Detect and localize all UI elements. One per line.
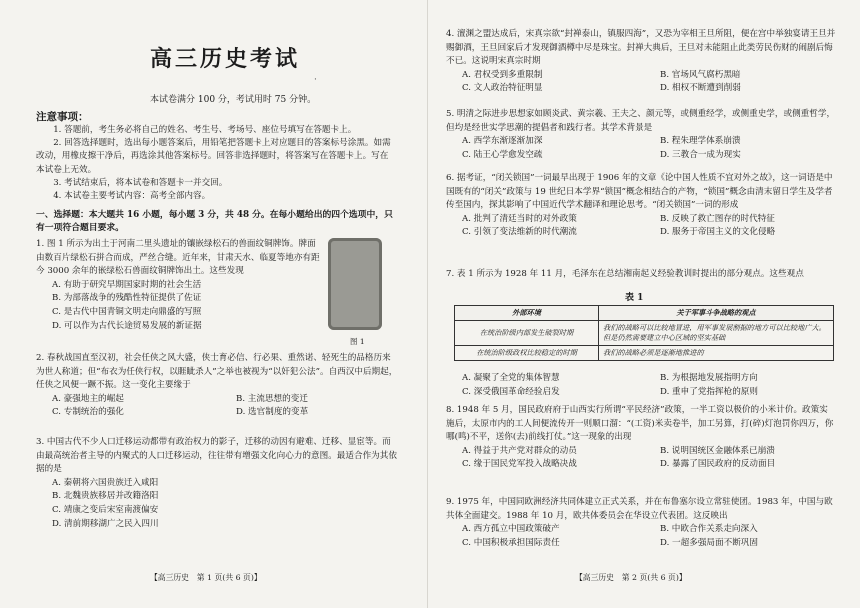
question-stem: 8. 1948 年 5 月，国民政府府于山西实行所谓“平民经济”政策，一半工资以极价的小米计价。政策实施后，太原市内的工人间便流传开一则顺口溜：“(工资)米卖卷半，加工另算，打(碎)灯泡罚你四万，你哪(鸣)不平，送你(去)前线打仗。”这一现象的出现 [446,405,834,443]
option-d[interactable]: D. 三教合一成为现实 [660,149,741,160]
question-4 [446,28,836,96]
option-b[interactable]: B. 为部落战争的残酷性特征提供了佐证 [52,293,202,304]
notes-heading: 注意事项： [36,111,89,123]
question-2 [36,352,398,420]
question-3 [36,436,398,531]
question-options [446,135,836,162]
option-b[interactable]: B. 程朱理学体系崩溃 [660,136,741,147]
option-a[interactable]: A. 得益于共产党对群众的动员 [462,445,577,456]
option-a[interactable]: A. 西方孤立中国政策破产 [462,524,560,535]
option-c[interactable]: C. 靖康之变后宋室南渡偏安 [52,504,159,515]
question-stem: 4. 澶渊之盟达成后，宋真宗欲“封禅泰山，镇服四海”，又恐为宰相王旦所阻，便在宫中举独宴请王旦并赐御酒，王旦回家后才发现御酒樽中尽是珠宝。封禅大典后，王旦对未能阻止此类劳民伤财的闹剧后悔不已。这说明宋真宗时期 [446,29,836,67]
question-options [36,477,398,531]
option-a[interactable]: A. 有助于研究早期国家时期的社会生活 [52,279,202,290]
table-row [455,346,834,361]
question-options [36,393,398,420]
question-stem: 9. 1975 年，中国同欧洲经济共同体建立正式关系，并在布鲁塞尔设立常驻使团。1983 年，中国与欧共体全面建交。1988 年 10 月，欧共体委员会在华设立代表团。这反映出 [446,497,833,521]
question-stem: 1. 图 1 所示为出土于河南二里头遗址的镶嵌绿松石的兽面纹铜牌饰。牌面由数百片绿松石拼合而成，严丝合缝。近年来，甘肃天水、临夏等地亦有距今 3000 余年的嵌绿松石兽面纹铜牌饰出土。这些发现 [36,239,320,277]
table-header-cell: 关于军事斗争战略的观点 [599,306,834,321]
strategy-table [454,305,834,361]
exam-title: 高三历史考试 [149,46,300,72]
table-header-row [455,306,834,321]
question-6 [446,172,836,240]
option-b[interactable]: B. 中欧合作关系走向深入 [660,524,758,535]
option-a[interactable]: A. 君权受到多重限制 [462,69,543,80]
option-c[interactable]: C. 是古代中国青铜文明走向鼎盛的写照 [52,306,202,317]
question-options [446,372,836,399]
note-item: 1. 答题前，考生务必将自己的姓名、考生号、考场号、座位号填写在答题卡上。 [53,125,357,135]
table-row [455,321,834,346]
page-divider [427,0,428,608]
question-9 [446,496,836,550]
option-c[interactable]: C. 陆王心学愈发空疏 [462,149,543,160]
option-b[interactable]: B. 反映了救亡图存的时代特征 [660,213,775,224]
table-header-cell: 外部环境 [455,306,599,321]
option-d[interactable]: D. 重申了党指挥枪的原则 [660,386,758,397]
table-cell: 在统治阶级内部发生破裂时期 [455,321,599,346]
option-c[interactable]: C. 引领了变法维新的时代潮流 [462,227,577,238]
question-stem: 7. 表 1 所示为 1928 年 11 月，毛泽东在总结湘南起义经验教训时提出的部分观点。这些观点 [446,269,804,279]
question-options [446,69,836,96]
question-options [446,213,836,240]
question-8 [446,404,836,472]
option-c[interactable]: C. 专制统治的强化 [52,407,124,418]
table-title: 表 1 [625,293,644,303]
notes-list [36,124,396,203]
page-footer: 【高三历史 第 2 页(共 6 页)】 [575,573,687,582]
option-b[interactable]: B. 主流思想的变迁 [236,393,308,404]
question-stem: 3. 中国古代不少人口迁移运动都带有政治权力的影子，迁移的动因有避难、迁移、显宦等。而由最高统治者主导的内聚式的人口迁移运动，往往带有增强文化向心力的意图。最适合作为其依据的是 [36,437,397,475]
option-d[interactable]: D. 选官制度的变革 [236,407,309,418]
question-5 [446,108,836,162]
question-stem: 2. 春秋战国直至汉初，社会任侠之风大盛，侠士育必信、行必果、重然诺、轻死生的品格历来为世人称道；但“布衣为任侠行权，以睚眦杀人”之举也被视为“以奸犯公法”。自西汉中后期起，任侠之风便一蹶不振。这一变化主要缘于 [36,353,398,391]
note-item: 2. 回答选择题时，选出每小题答案后，用铅笔把答题卡上对应题目的答案标号涂黑。如需改动，用橡皮擦干净后，再选涂其他答案标号。回答非选择题时，将答案写在答题卡上。写在本试卷上无效。 [36,138,391,175]
note-item: 4. 本试卷主要考试内容：高考全部内容。 [53,191,211,202]
left-page [0,0,425,608]
question-stem: 5. 明清之际进步思想家如顾炎武、黄宗羲、王夫之、颜元等，或侧重经学，或侧重史学，或侧重哲学，但均是经世实学思潮的提倡者和践行者。其学术背景是 [446,109,836,133]
table-cell: 我们的战略必须是逐渐地推进的 [599,346,834,361]
table-cell: 我们的战略可以比较地冒进，用军事发展割据的地方可以比较地广大。但是仍然需要建立中心区域的坚实基础 [599,321,834,346]
question-options [446,445,836,472]
decorative-mark: · [314,75,317,85]
question-1 [36,238,321,333]
option-a[interactable]: A. 凝聚了全党的集体智慧 [462,373,560,383]
option-d[interactable]: D. 暴露了国民政府的反动面目 [660,459,776,470]
bronze-plaque-image [328,238,382,330]
option-d[interactable]: D. 相权不断遭到削弱 [660,83,741,94]
section-heading: 一、选择题：本大题共 16 小题，每小题 3 分，共 48 分。在每小题给出的四个选项中，只有一项符合题目要求。 [36,210,393,233]
question-stem: 6. 据考证，“闭关锁国”一词最早出现于 1906 年的文章《论中国人性质不宜对外之故》，这一词语是中国既有的“闭关”政策与 19 世纪日本学界“锁国”概念相结合的产物，“锁国”概念由清末留日学生及学者传至国内，探其影响了中国近代学术翻译和理论思考。“闭关锁国”一词的形成 [446,173,833,211]
option-b[interactable]: B. 北魏贵族移居并改籍洛阳 [52,491,159,502]
page-footer: 【高三历史 第 1 页(共 6 页)】 [150,573,262,582]
question-options [36,279,321,333]
option-a[interactable]: A. 西学东渐逐渐加深 [462,136,543,147]
option-d[interactable]: D. 可以作为古代长途贸易发展的新证据 [52,320,202,331]
option-a[interactable]: A. 豪强地主的崛起 [52,393,124,404]
option-b[interactable]: B. 说明国统区金融体系已崩溃 [660,445,775,456]
option-c[interactable]: C. 缘于国民党军投入战略决战 [462,459,577,470]
option-a[interactable]: A. 批判了清廷当时的对外政策 [462,213,577,224]
option-c[interactable]: C. 文人政治特征明显 [462,83,543,94]
option-d[interactable]: D. 一超多强局面不断巩固 [660,537,758,548]
option-c[interactable]: C. 中国积极承担国际责任 [462,537,560,548]
option-a[interactable]: A. 秦朝将六国贵族迁入咸阳 [52,477,159,488]
table-cell: 在统治阶级政权比较稳定的时期 [455,346,599,361]
option-d[interactable]: D. 服务于帝国主义的文化侵略 [660,227,776,238]
option-c[interactable]: C. 深受俄国革命经验启发 [462,386,560,397]
option-b[interactable]: B. 官场风气腐朽黑暗 [660,69,741,80]
note-item: 3. 考试结束后，将本试卷和答题卡一并交回。 [53,177,228,188]
question-options [446,523,836,550]
exam-meta: 本试卷满分 100 分，考试用时 75 分钟。 [150,95,317,105]
figure-caption: 图 1 [350,337,365,346]
option-d[interactable]: D. 清前期移湖广之民入四川 [52,518,159,529]
question-7-options [446,372,836,399]
question-7-stem [446,268,836,282]
option-b[interactable]: B. 为根据地发展指明方向 [660,373,758,383]
